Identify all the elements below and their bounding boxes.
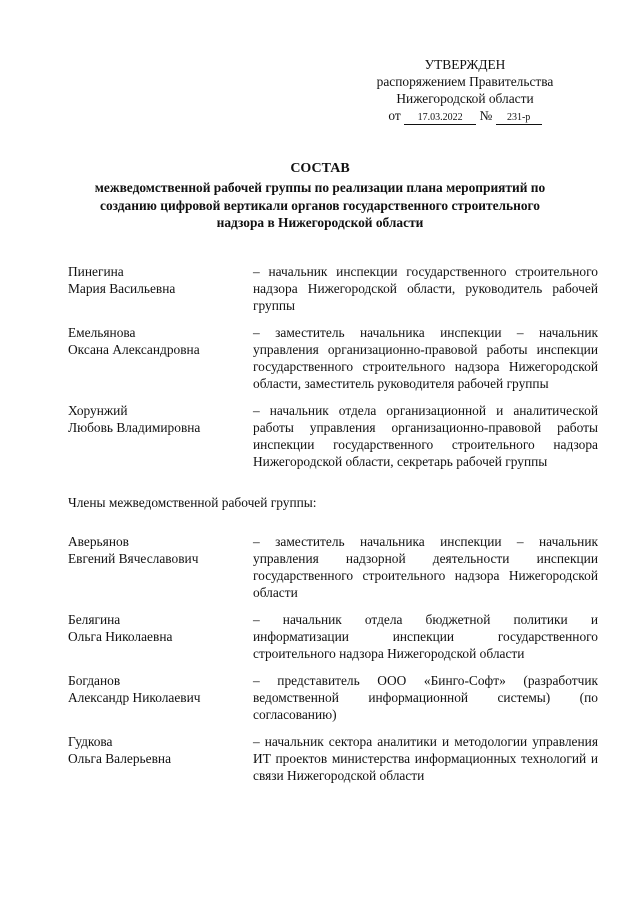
member-surname: Белягина — [68, 612, 121, 627]
document-title — [60, 160, 580, 232]
title-heading: СОСТАВ — [290, 161, 350, 176]
approval-number-label: № — [479, 108, 493, 123]
member-name — [68, 672, 253, 706]
member-role: – начальник сектора аналитики и методологии управления ИТ проектов министерства информационных технологий и связи Нижегородской области — [253, 734, 598, 783]
member-given-name: Любовь Владимировна — [68, 420, 201, 435]
title-line-2: созданию цифровой вертикали органов государственного строительного — [100, 197, 540, 213]
list-item — [68, 263, 598, 314]
title-line-1: межведомственной рабочей группы по реализации плана мероприятий по — [94, 180, 546, 195]
member-given-name: Александр Николаевич — [68, 690, 201, 705]
composition-list — [68, 263, 598, 784]
member-name — [68, 263, 253, 297]
member-given-name: Ольга Николаевна — [68, 629, 173, 644]
member-role: – заместитель начальника инспекции – начальник управления организационно-правовой работы инспекции государственного строительного надзора Нижегородской области, заместитель руководителя рабочей группы — [253, 325, 598, 391]
member-surname: Гудкова — [68, 734, 113, 749]
list-item — [68, 672, 598, 723]
list-item — [68, 324, 598, 392]
member-name — [68, 324, 253, 358]
member-role: – представитель ООО «Бинго-Софт» (разработчик ведомственной информационной системы) (по согласованию) — [253, 673, 598, 722]
member-surname: Хорунжий — [68, 403, 128, 418]
approval-issuer: распоряжением Правительства — [376, 74, 554, 89]
member-given-name: Мария Васильевна — [68, 281, 176, 296]
member-name — [68, 533, 253, 567]
member-name — [68, 402, 253, 436]
member-role: – начальник отдела организационной и аналитической работы управления организационно-правовой работы инспекции государственного строительного надзора Нижегородской области, секретарь рабочей группы — [253, 403, 598, 469]
approval-from-label: от — [388, 108, 401, 123]
member-role: – начальник инспекции государственного строительного надзора Нижегородской области, руководитель рабочей группы — [253, 264, 598, 313]
member-name — [68, 611, 253, 645]
member-role: – начальник отдела бюджетной политики и информатизации инспекции государственного строительного надзора Нижегородской области — [253, 612, 598, 661]
member-given-name: Оксана Александровна — [68, 342, 200, 357]
list-item — [68, 402, 598, 470]
title-line-3: надзора в Нижегородской области — [216, 215, 424, 230]
member-role: – заместитель начальника инспекции – начальник управления надзорной деятельности инспекции государственного строительного надзора Нижегородской области — [253, 534, 598, 600]
member-name — [68, 733, 253, 767]
approval-stamp — [360, 56, 570, 125]
list-item — [68, 611, 598, 662]
member-surname: Пинегина — [68, 264, 124, 279]
list-item — [68, 733, 598, 784]
list-item — [68, 533, 598, 601]
member-surname: Емельянова — [68, 325, 136, 340]
approval-title: УТВЕРЖДЕН — [424, 57, 506, 72]
approval-region: Нижегородской области — [396, 91, 534, 106]
member-given-name: Ольга Валерьевна — [68, 751, 172, 766]
member-given-name: Евгений Вячеславович — [68, 551, 199, 566]
members-section-label: Члены межведомственной рабочей группы: — [68, 495, 317, 510]
approval-date: 17.03.2022 — [404, 112, 476, 125]
member-surname: Аверьянов — [68, 534, 130, 549]
approval-date-line — [360, 107, 570, 125]
approval-number: 231-р — [496, 112, 542, 125]
member-surname: Богданов — [68, 673, 121, 688]
